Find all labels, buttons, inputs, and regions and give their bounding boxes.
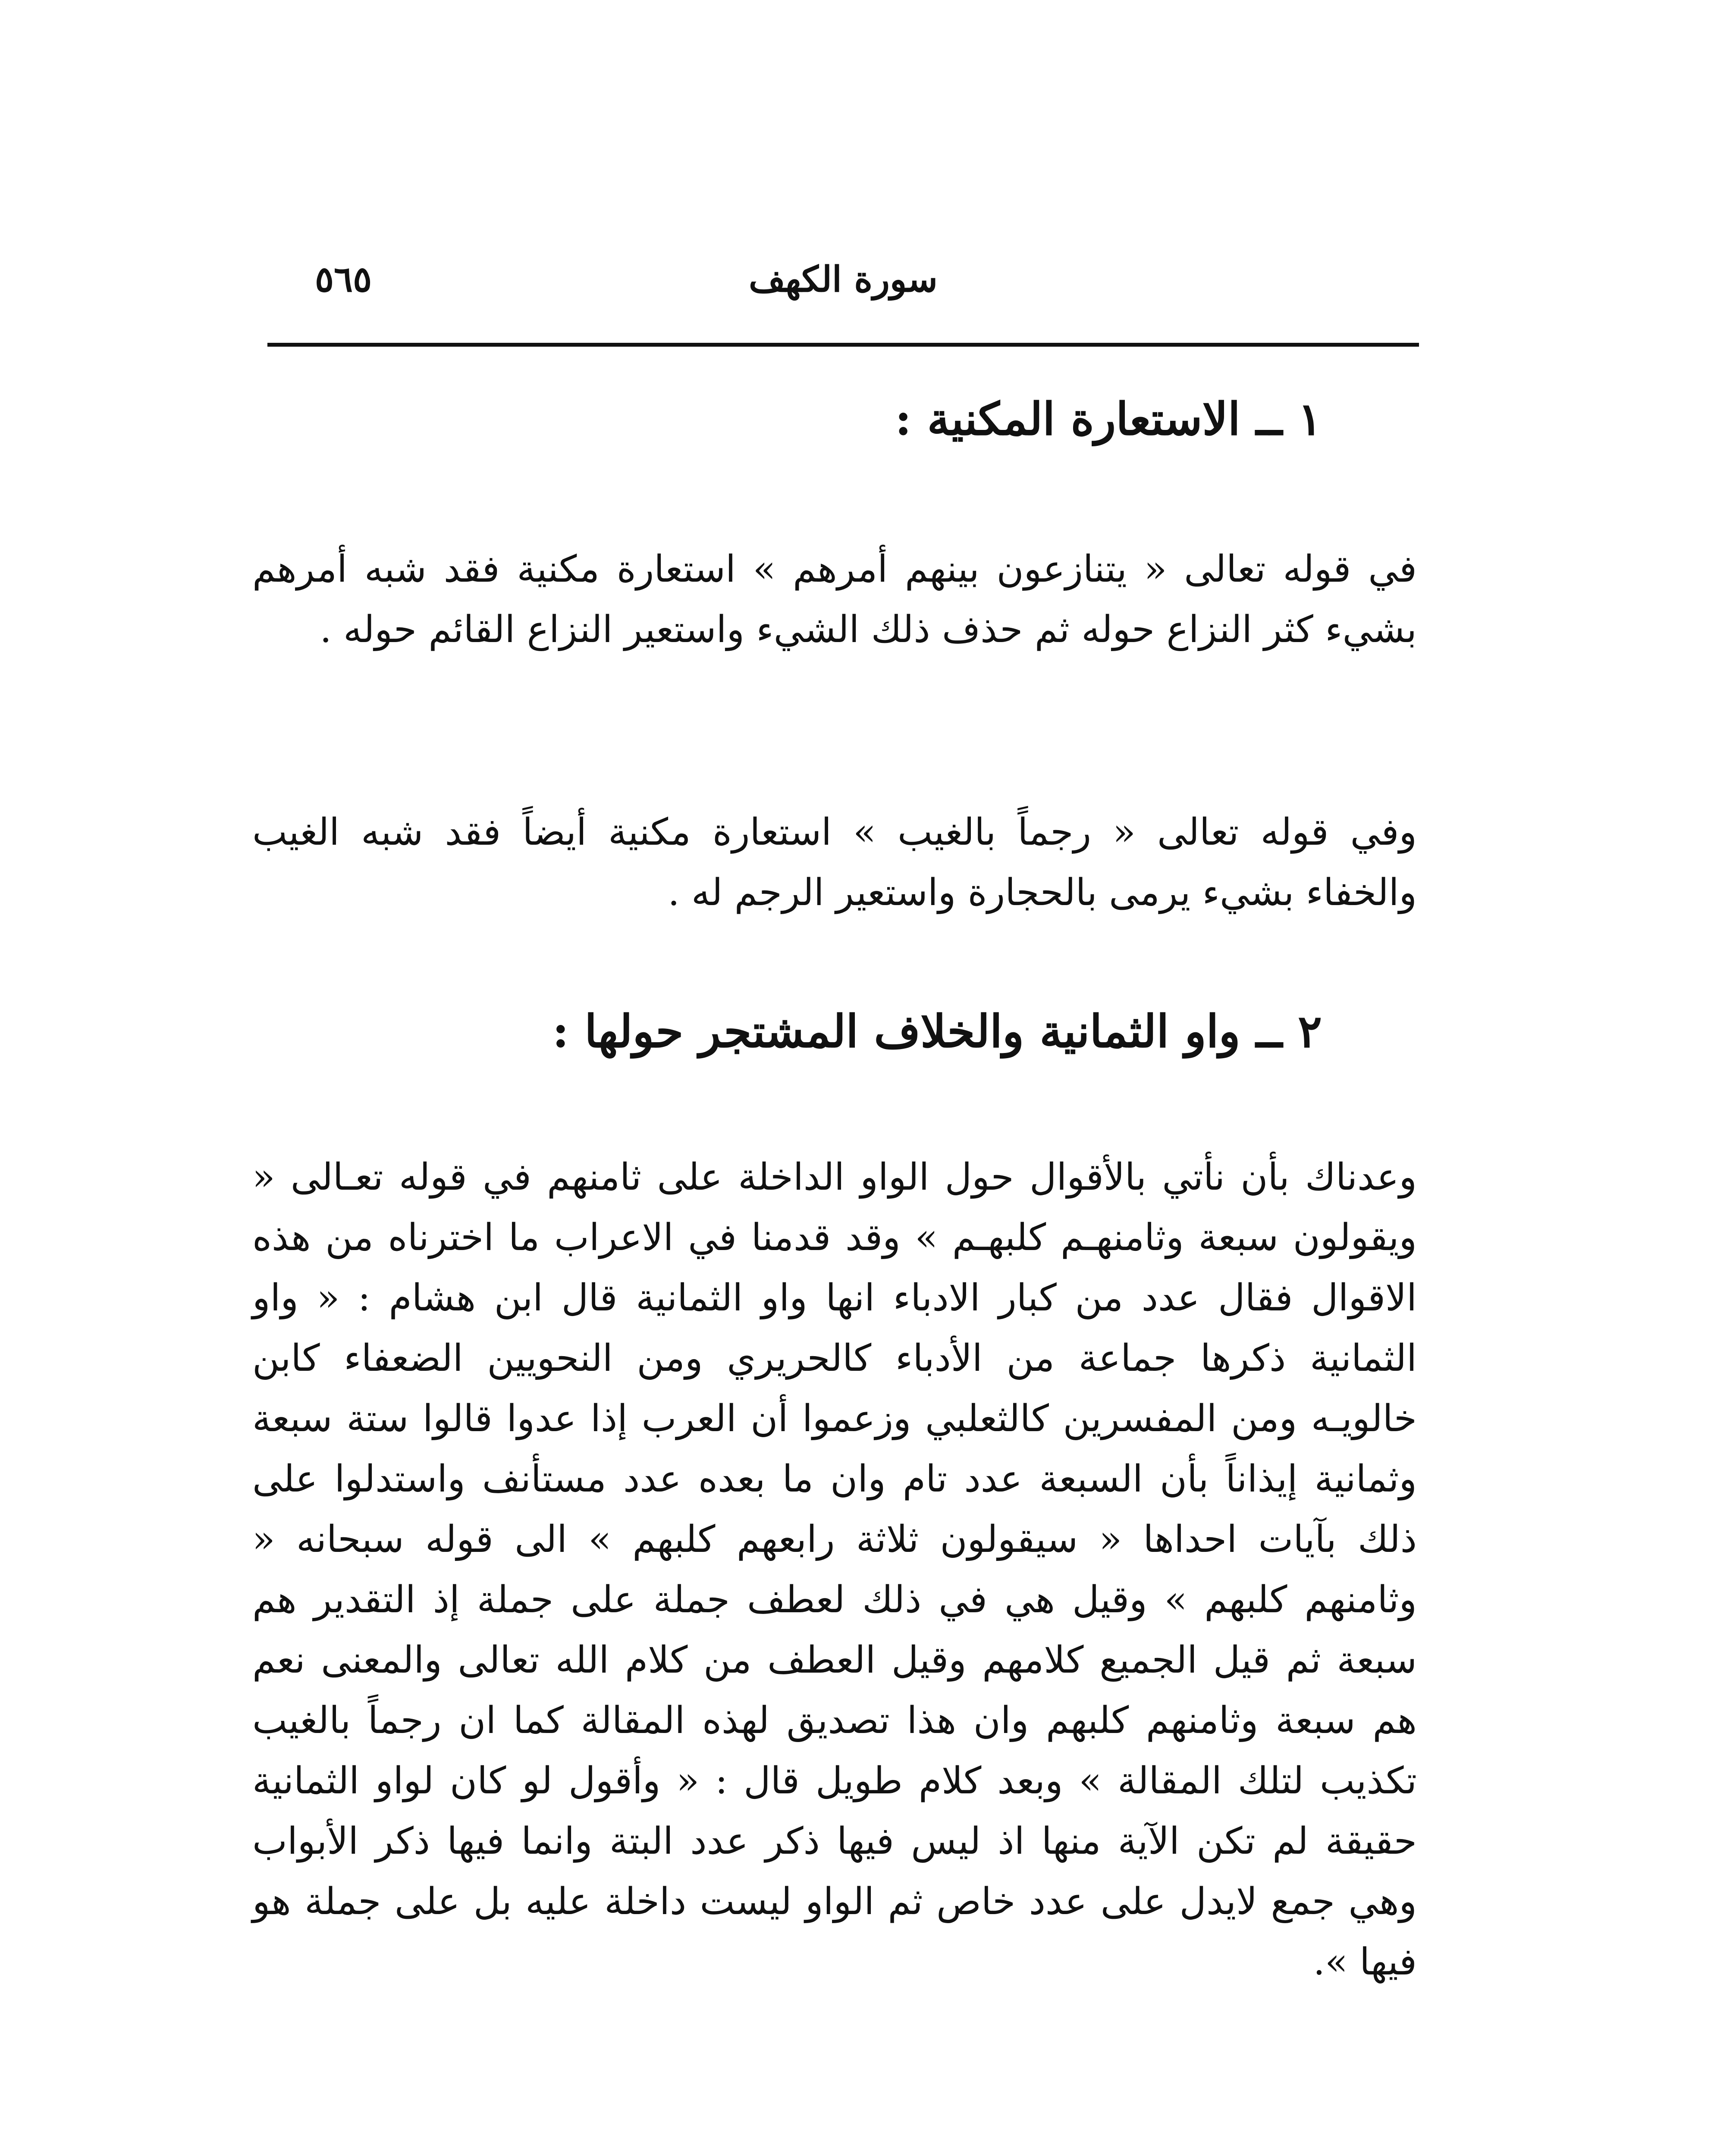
section-heading-1: ١ ــ الاستعارة المكنية : <box>895 392 1322 445</box>
paragraph-1: في قوله تعالى « يتنازعون بينهم أمرهم » استعارة مكنية فقد شبه أمرهم بشيء كثر النزاع حوله ثم حذف ذلك الشيء واستعير النزاع القائم حوله . <box>252 548 1417 651</box>
section-heading-2: ٢ ــ واو الثمانية والخلاف المشتجر حولها : <box>552 1005 1322 1058</box>
page-number: ٥٦٥ <box>315 259 372 300</box>
running-title: سورة الكهف <box>749 259 938 300</box>
header-divider <box>267 343 1419 347</box>
page-header <box>267 254 1419 319</box>
paragraph-3: وعدناك بأن نأتي بالأقوال حول الواو الداخلة على ثامنهم في قوله تعـالى « ويقولون سبعة وثامنهـم كلبهـم » وقد قدمنا في الاعراب ما اخترناه من هذه الاقوال فقال عدد من كبار الادباء انها واو الثمانية قال ابن هشام : « واو الثمانية ذكرها جماعة من الأدباء كالحريري ومن النحويين الضعفاء كابن خالويـه ومن المفسرين كالثعلبي وزعموا أن العرب إذا عدوا قالوا ستة سبعة وثمانية إيذاناً بأن السبعة عدد تام وان ما بعده عدد مستأنف واستدلوا على ذلك بآيات احداها « سيقولون ثلاثة رابعهم كلبهم » الى قوله سبحانه « وثامنهم كلبهم » وقيل هي في ذلك لعطف جملة على جملة إذ التقدير هم سبعة ثم قيل الجميع كلامهم وقيل العطف من كلام الله تعالى والمعنى نعم هم سبعة وثامنهم كلبهم وان هذا تصديق لهذه المقالة كما ان رجماً بالغيب تكذيب لتلك المقالة » وبعد كلام طويل قال : « وأقول لو كان لواو الثمانية حقيقة لم تكن الآية منها اذ ليس فيها ذكر عدد البتة وانما فيها ذكر الأبواب وهي جمع لايدل على عدد خاص ثم الواو ليست داخلة عليه بل على جملة هو فيها ». <box>252 1156 1417 1984</box>
paragraph-2: وفي قوله تعالى « رجماً بالغيب » استعارة مكنية أيضاً فقد شبه الغيب والخفاء بشيء يرمى بالحجارة واستعير الرجم له . <box>252 811 1417 914</box>
